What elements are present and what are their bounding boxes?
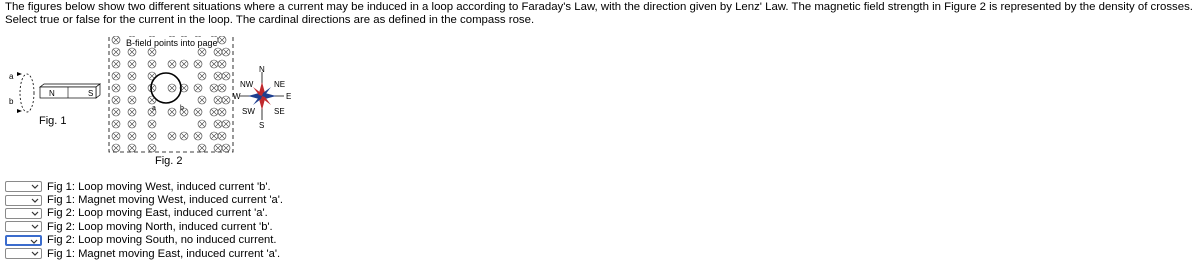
field-cross-icon <box>198 48 206 56</box>
answer-select[interactable] <box>5 235 42 246</box>
field-cross-icon <box>148 60 156 68</box>
compass-e: E <box>286 92 292 101</box>
question-text: Fig 1: Magnet moving West, induced current 'a'. <box>47 194 284 207</box>
chevron-down-icon <box>31 196 39 205</box>
field-cross-icon <box>168 108 176 116</box>
field-cross-icon <box>222 72 230 80</box>
field-cross-icon <box>198 144 206 152</box>
compass-nw: NW <box>240 80 254 89</box>
field-cross-icon <box>112 72 120 80</box>
field-cross-icon <box>222 120 230 128</box>
field-cross-icon <box>168 132 176 140</box>
field-cross-icon <box>112 120 120 128</box>
field-cross-icon <box>112 144 120 152</box>
field-cross-icon <box>168 60 176 68</box>
question-text: Fig 1: Loop moving West, induced current 'b'. <box>47 180 271 193</box>
answer-select[interactable] <box>5 248 42 259</box>
field-cross-icon <box>198 120 206 128</box>
field-cross-icon <box>128 72 136 80</box>
answer-select[interactable] <box>5 181 42 192</box>
fig1-label-b: b <box>9 97 14 106</box>
field-cross-icon <box>128 96 136 104</box>
compass-sw: SW <box>242 107 255 116</box>
field-cross-icon <box>198 96 206 104</box>
field-cross-icon <box>210 132 218 140</box>
field-cross-icon <box>112 132 120 140</box>
arrow-b-icon <box>17 109 22 113</box>
field-cross-icon <box>112 84 120 92</box>
question-text: Fig 2: Loop moving East, induced current 'a'. <box>47 207 268 220</box>
field-crosses <box>112 36 230 152</box>
field-cross-icon <box>218 108 226 116</box>
field-note: B-field points into page <box>126 38 218 48</box>
field-cross-icon <box>214 120 222 128</box>
fig2-label-a: a <box>152 105 156 112</box>
field-cross-icon <box>112 60 120 68</box>
question-row <box>5 193 283 206</box>
question-row <box>5 180 283 193</box>
fig2-caption: Fig. 2 <box>155 155 183 167</box>
field-cross-icon <box>194 108 202 116</box>
field-cross-icon <box>210 108 218 116</box>
field-cross-icon <box>128 84 136 92</box>
compass-se: SE <box>274 107 285 116</box>
answer-select[interactable] <box>5 195 42 206</box>
question-row <box>5 220 283 233</box>
field-cross-icon <box>218 84 226 92</box>
question-list <box>5 180 283 260</box>
field-cross-icon <box>210 60 218 68</box>
field-cross-icon <box>112 108 120 116</box>
field-cross-icon <box>222 48 230 56</box>
field-cross-icon <box>214 48 222 56</box>
fig2-loop <box>151 73 181 103</box>
question-text: Fig 1: Magnet moving East, induced current 'a'. <box>47 247 281 260</box>
field-cross-icon <box>180 132 188 140</box>
compass-n: N <box>259 65 265 74</box>
answer-select[interactable] <box>5 221 42 232</box>
field-cross-icon <box>128 60 136 68</box>
field-cross-icon <box>128 48 136 56</box>
field-cross-icon <box>168 84 176 92</box>
field-cross-icon <box>194 60 202 68</box>
field-cross-icon <box>194 84 202 92</box>
field-cross-icon <box>218 132 226 140</box>
compass-w: W <box>233 92 241 101</box>
field-cross-icon <box>222 144 230 152</box>
arrow-a-icon <box>17 72 22 76</box>
chevron-down-icon <box>31 182 39 191</box>
question-row <box>5 247 283 260</box>
field-cross-icon <box>222 96 230 104</box>
figures-svg <box>0 36 320 172</box>
instructions-text: The figures below show two different situations where a current may be induced in a loop according to Faraday's Law, with the direction given by Lenz' Law. The magnetic field strength in Figure 2 is represented by the density of crosses. Select true or false for the current in the loop. The cardinal directions are as defined in the compass rose. <box>5 1 1193 26</box>
field-cross-icon <box>148 48 156 56</box>
field-cross-icon <box>112 48 120 56</box>
fig1-caption: Fig. 1 <box>39 115 67 127</box>
magnet-n-label: N <box>49 89 55 98</box>
compass-ne: NE <box>274 80 286 89</box>
question-row <box>5 234 283 247</box>
field-cross-icon <box>148 132 156 140</box>
compass-s: S <box>259 121 265 130</box>
chevron-down-icon <box>31 222 39 231</box>
magnet-s-label: S <box>88 89 94 98</box>
figures-area <box>0 36 320 172</box>
field-cross-icon <box>112 96 120 104</box>
field-cross-icon <box>194 132 202 140</box>
field-cross-icon <box>128 144 136 152</box>
field-cross-icon <box>128 132 136 140</box>
chevron-down-icon <box>31 209 39 218</box>
fig1-label-a: a <box>9 72 14 81</box>
chevron-down-icon <box>31 249 39 258</box>
field-cross-icon <box>214 72 222 80</box>
field-cross-icon <box>180 60 188 68</box>
fig1-loop <box>17 72 34 113</box>
field-cross-icon <box>148 120 156 128</box>
question-text: Fig 2: Loop moving South, no induced current. <box>47 234 277 247</box>
chevron-down-icon <box>30 237 38 246</box>
field-cross-icon <box>112 36 120 44</box>
field-cross-icon <box>128 120 136 128</box>
field-cross-icon <box>148 144 156 152</box>
fig2-label-b: b <box>180 105 184 112</box>
field-cross-icon <box>218 60 226 68</box>
field-cross-icon <box>214 96 222 104</box>
question-text: Fig 2: Loop moving North, induced current 'b'. <box>47 220 273 233</box>
field-cross-icon <box>128 108 136 116</box>
field-cross-icon <box>214 144 222 152</box>
answer-select[interactable] <box>5 208 42 219</box>
field-cross-icon <box>198 72 206 80</box>
question-row <box>5 207 283 220</box>
field-cross-icon <box>210 84 218 92</box>
field-cross-icon <box>218 36 226 44</box>
